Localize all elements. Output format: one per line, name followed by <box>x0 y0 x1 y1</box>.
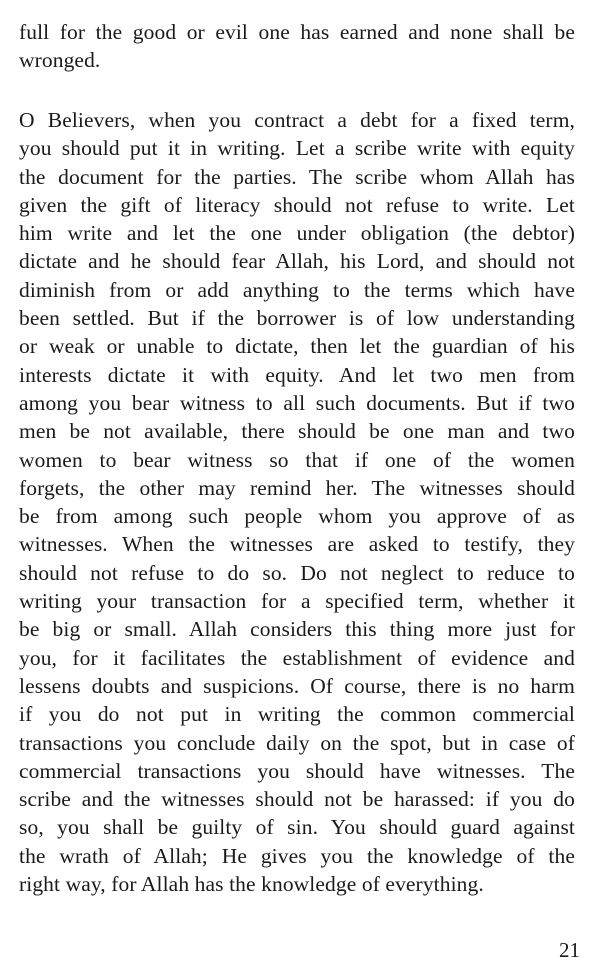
text-line: commercial transactions you should have witnesses. The <box>19 758 575 783</box>
text-line: the wrath of Allah; He gives you the knowledge of the <box>19 843 575 868</box>
text-line: given the gift of literacy should not refuse to write. Let <box>19 192 575 217</box>
text-line: be from among such people whom you approve of as <box>19 504 575 529</box>
paragraph <box>19 18 575 75</box>
text-line: diminish from or add anything to the terms which have <box>19 277 575 302</box>
text-line: so, you shall be guilty of sin. You should guard against <box>19 815 575 840</box>
text-line: forgets, the other may remind her. The witnesses should <box>19 475 575 500</box>
text-line: O Believers, when you contract a debt for a fixed term, <box>19 108 575 132</box>
text-line: him write and let the one under obligation (the debtor) <box>19 221 575 246</box>
text-line: or weak or unable to dictate, then let the guardian of his <box>19 334 575 359</box>
text-line: right way, for Allah has the knowledge of everything. <box>19 872 484 897</box>
text-line: among you bear witness to all such documents. But if two <box>19 390 575 415</box>
paragraph <box>19 106 575 898</box>
text-line: if you do not put in writing the common commercial <box>19 702 575 727</box>
text-line: interests dictate it with equity. And let two men from <box>19 362 575 387</box>
text-line: you, for it facilitates the establishment of evidence and <box>19 645 575 670</box>
text-line: witnesses. When the witnesses are asked to testify, they <box>19 532 575 557</box>
page-number: 21 <box>559 938 580 962</box>
text-line: full for the good or evil one has earned and none shall be <box>19 20 575 44</box>
text-line: should not refuse to do so. Do not neglect to reduce to <box>19 560 575 585</box>
text-line: the document for the parties. The scribe whom Allah has <box>19 164 575 189</box>
text-line: lessens doubts and suspicions. Of course, there is no harm <box>19 673 575 698</box>
text-line: dictate and he should fear Allah, his Lord, and should not <box>19 249 575 274</box>
text-line: been settled. But if the borrower is of low understanding <box>19 306 575 331</box>
text-line: you should put it in writing. Let a scribe write with equity <box>19 136 575 161</box>
text-line: women to bear witness so that if one of the women <box>19 447 575 472</box>
text-line: be big or small. Allah considers this thing more just for <box>19 617 575 642</box>
text-line: men be not available, there should be one man and two <box>19 419 575 444</box>
text-line: scribe and the witnesses should not be harassed: if you do <box>19 787 575 812</box>
text-line: wronged. <box>19 48 101 73</box>
text-line: writing your transaction for a specified term, whether it <box>19 589 575 614</box>
text-line: transactions you conclude daily on the spot, but in case of <box>19 730 575 755</box>
